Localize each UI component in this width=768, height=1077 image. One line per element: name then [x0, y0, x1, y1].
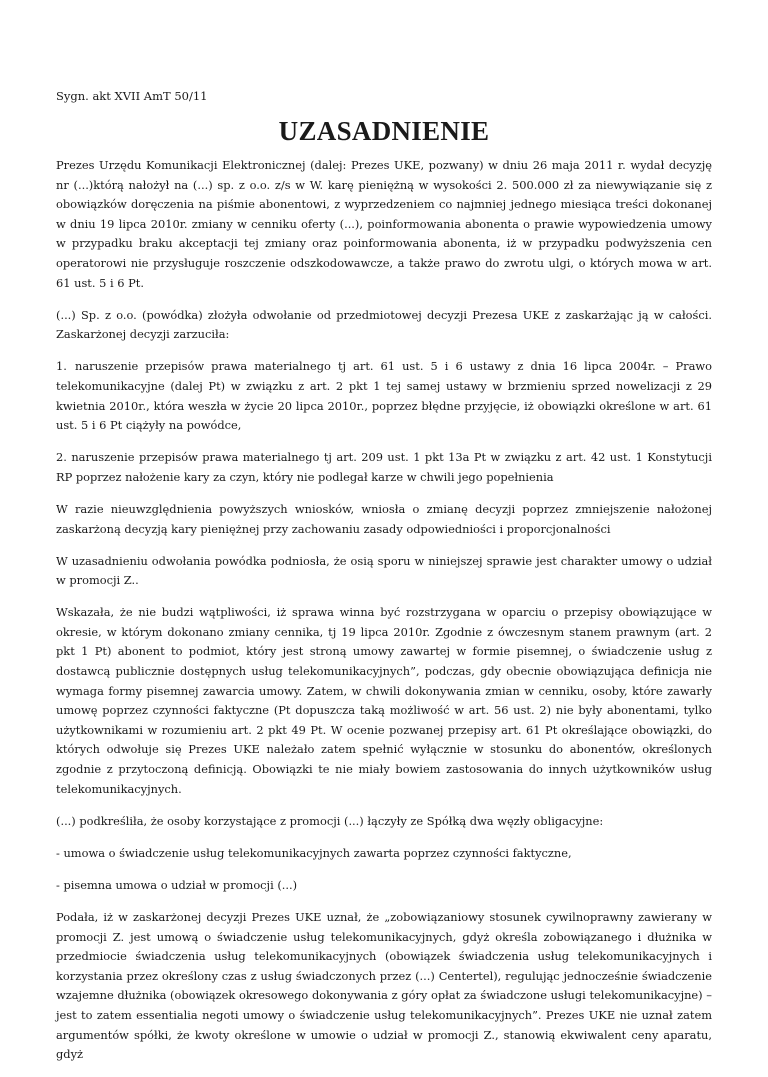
case-signature: Sygn. akt XVII AmT 50/11	[56, 89, 208, 103]
paragraph-appeal: (...) Sp. z o.o. (powódka) złożyła odwołanie od przedmiotowej decyzji Prezesa UKE z zaskarżając ją w całości. Zaskarżonej decyzji zarzuciła:	[56, 307, 712, 342]
paragraph-decision-quote: Podała, iż w zaskarżonej decyzji Prezes UKE uznał, że „zobowiązaniowy stosunek cywilnoprawny zawierany w promocji Z. jest umową o świadczenie usług telekomunikacyjnych, gdyż określa zobowiązanego i dłużnika w przedmiocie świadczenia usług telekomunikacyjnych (obowiązek świadczenia usług telekomunikacyjnych i korzystania przez określony czas z usług świadczonych przez (...) Centertel), regulując jednocześnie świadczenie wzajemne dłużnika (obowiązek okresowego dokonywania z góry opłat za świadczone usługi telekomunikacyjne) – jest to zatem essentialia negoti umowy o świadczenie usług telekomunikacyjnych”. Prezes UKE nie uznał zatem argumentów spółki, że kwoty określone w umowie o udział w promocji Z., stanowią ekwiwalent ceny aparatu, gdyż	[56, 910, 712, 1062]
item-number: 2.	[56, 450, 67, 465]
list-item: - umowa o świadczenie usług telekomunikacyjnych zawarta poprzez czynności faktyczne,	[56, 845, 572, 860]
paragraph-alternative-request: W razie nieuwzględnienia powyższych wniosków, wniosła o zmianę decyzji poprzez zmniejszenie nałożonej zaskarżoną decyzją kary pieniężnej przy zachowaniu zasady odpowiedniości i proporcjonalności	[56, 501, 712, 536]
item-text: naruszenie przepisów prawa materialnego tj art. 209 ust. 1 pkt 13a Pt w związku z art. 42 ust. 1 Konstytucji RP poprzez nałożenie kary za czyn, który nie podlegał karze w chwili jego popełnienia	[56, 450, 712, 484]
paragraph-obligations: (...) podkreśliła, że osoby korzystające z promocji (...) łączyły ze Spółką dwa węzły obligacyjne:	[56, 813, 604, 828]
paragraph-dispute-axis: W uzasadnieniu odwołania powódka podniosła, że osią sporu w niniejszej sprawie jest charakter umowy o udział w promocji Z..	[56, 553, 712, 588]
item-number: 1.	[56, 359, 67, 374]
list-item: - pisemna umowa o udział w promocji (...)	[56, 877, 298, 892]
item-text: naruszenie przepisów prawa materialnego tj art. 61 ust. 5 i 6 ustawy z dnia 16 lipca 2004r. – Prawo telekomunikacyjne (dalej Pt) w związku z art. 2 pkt 1 tej samej ustawy w brzmieniu sprzed nowelizacji z 29 kwietnia 2010r., która weszła w życie 20 lipca 2010r., poprzez błędne przyjęcie, iż obowiązki określone w art. 61 ust. 5 i 6 Pt ciążyły na powódce,	[56, 359, 712, 433]
document-title: UZASADNIENIE	[278, 116, 490, 146]
paragraph-intro: Prezes Urzędu Komunikacji Elektronicznej (dalej: Prezes UKE, pozwany) w dniu 26 maja 2011 r. wydał decyzję nr (...)którą nałożył na (...) sp. z o.o. z/s w W. karę pieniężną w wysokości 2. 500.000 zł za niewywiązanie się z obowiązków doręczenia na piśmie abonentowi, z wyprzedzeniem co najmniej jednego miesiąca treści dokonanej w dniu 19 lipca 2010r. zmiany w cenniku oferty (...), poinformowania abonenta o prawie wypowiedzenia umowy w przypadku braku akceptacji tej zmiany oraz poinformowania abonenta, iż w przypadku podwyższenia cen operatorowi nie przysługuje roszczenie odszkodowawcze, a także prawo do zwrotu ulgi, o których mowa w art. 61 ust. 5 i 6 Pt.	[56, 158, 712, 290]
document-page	[56, 88, 712, 1077]
numbered-item	[56, 357, 712, 435]
paragraph-legal-state: Wskazała, że nie budzi wątpliwości, iż sprawa winna być rozstrzygana w oparciu o przepisy obowiązujące w okresie, w którym dokonano zmiany cennika, tj 19 lipca 2010r. Zgodnie z ówczesnym stanem prawnym (art. 2 pkt 1 Pt) abonent to podmiot, który jest stroną umowy zawartej w formie pisemnej, o świadczenie usług z dostawcą publicznie dostępnych usług telekomunikacyjnych”, podczas, gdy obecnie obowiązująca definicja nie wymaga formy pisemnej zawarcia umowy. Zatem, w chwili dokonywania zmian w cenniku, osoby, które zawarły umowę poprzez czynności faktyczne (Pt dopuszcza taką możliwość w art. 56 ust. 2) nie były abonentami, tylko użytkownikami w rozumieniu art. 2 pkt 49 Pt. W ocenie pozwanej przepisy art. 61 Pt określające obowiązki, do których odwołuje się Prezes UKE należało zatem spełnić wyłącznie w stosunku do abonentów, określonych zgodnie z przytoczoną definicją. Obowiązki te nie miały bowiem zastosowania do innych użytkowników usług telekomunikacyjnych.	[56, 605, 712, 796]
numbered-item	[56, 448, 712, 487]
